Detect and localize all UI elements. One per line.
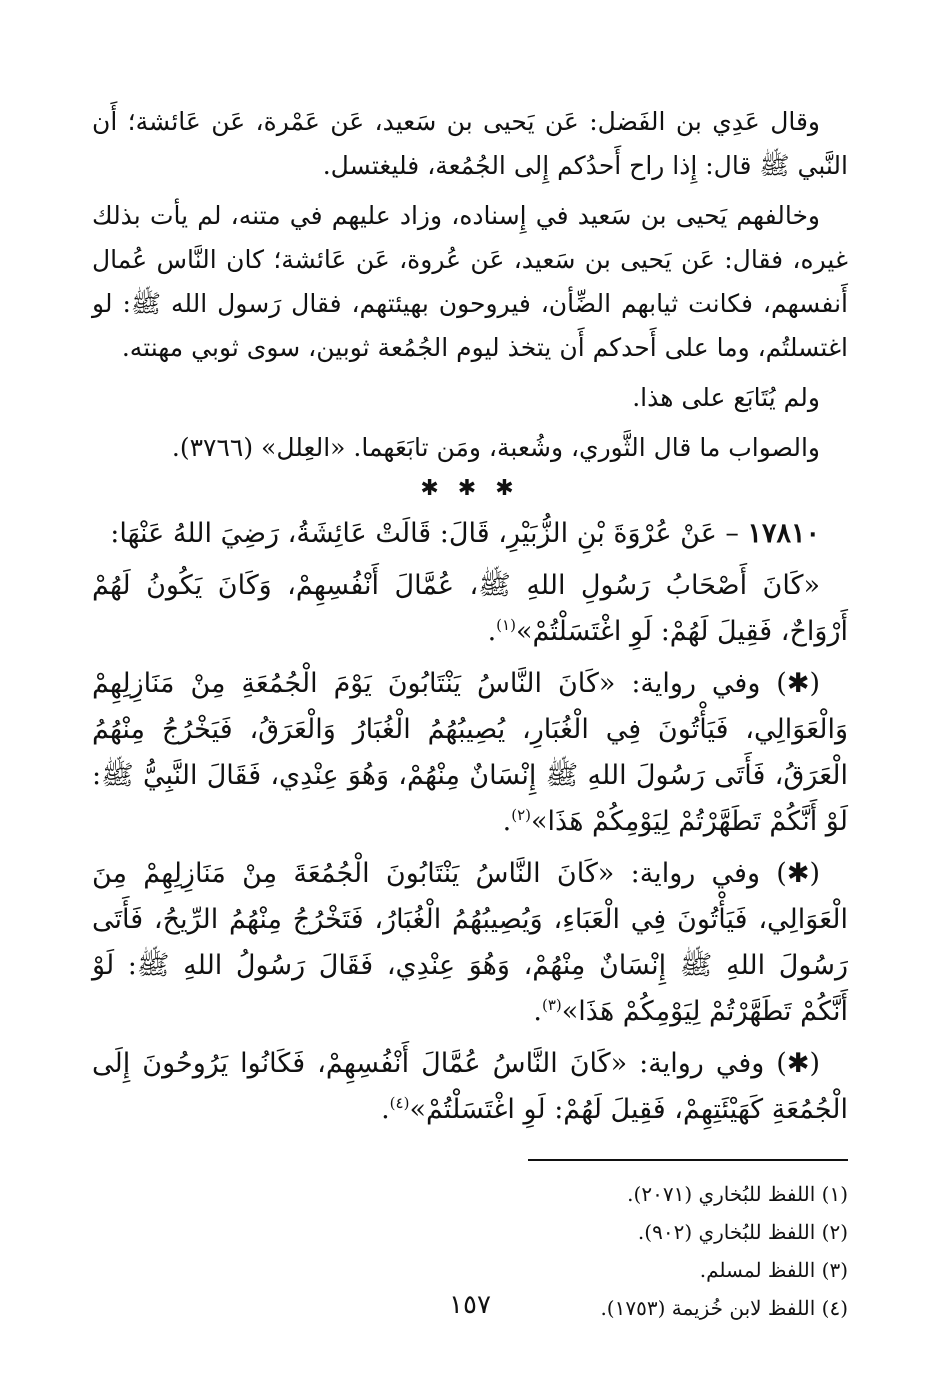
hadith-text-end: . — [487, 616, 497, 647]
riwaya-3-prefix: (✱) وفي رواية: — [639, 1048, 820, 1079]
section-separator: ✱ ✱ ✱ — [420, 476, 520, 501]
riwaya-1-prefix: (✱) وفي رواية: — [631, 668, 820, 699]
riwaya-1-text: «كَانَ النَّاسُ يَنْتَابُونَ يَوْمَ الْجُمُعَةِ مِنْ مَنَازِلِهِمْ وَالْعَوَالِي، فَيَأْتُونَ فِي الْغُبَارِ، يُصِيبُهُمُ الْغُبَارُ وَالْعَرَقُ، فَيَخْرُجُ مِنْهُمُ الْعَرَقُ، فَأَتَى رَسُولَ اللهِ ﷺ إِنْسَانٌ مِنْهُمْ، وَهُوَ عِنْدِي، فَقَالَ النَّبِيُّ ﷺ: لَوْ أَنَّكُمْ تَطَهَّرْتُمْ لِيَوْمِكُمْ هَذَا» — [92, 668, 848, 837]
riwaya-3-text: «كَانَ النَّاسُ عُمَّالَ أَنْفُسِهِمْ، فَكَانُوا يَرُوحُونَ إِلَى الْجُمُعَةِ كَهَيْئَتِهِمْ، فَقِيلَ لَهُمْ: لَوِ اغْتَسَلْتُمْ» — [92, 1048, 848, 1125]
footnote-1: (١) اللفظ للبُخاري (٢٠٧١). — [627, 1182, 848, 1206]
hadith-main-text: «كَانَ أَصْحَابُ رَسُولِ اللهِ ﷺ، عُمَّالَ أَنْفُسِهِمْ، وَكَانَ يَكُونُ لَهُمْ أَرْوَاحٌ، فَقِيلَ لَهُمْ: لَوِ اغْتَسَلْتُمْ» — [92, 570, 848, 647]
riwaya-2-text: «كَانَ النَّاسُ يَنْتَابُونَ الْجُمُعَةَ مِنْ مَنَازِلِهِمْ مِنَ الْعَوَالِي، فَيَأْتُونَ فِي الْعَبَاءِ، وَيُصِيبُهُمُ الْغُبَارُ، فَتَخْرُجُ مِنْهُمُ الرِّيحُ، فَأَتَى رَسُولَ اللهِ ﷺ إِنْسَانٌ مِنْهُمْ، وَهُوَ عِنْدِي، فَقَالَ رَسُولُ اللهِ ﷺ: لَوْ أَنَّكُمْ تَطَهَّرْتُمْ لِيَوْمِكُمْ هَذَا» — [92, 858, 848, 1027]
riwaya-2 — [92, 851, 848, 1035]
riwaya-2-prefix: (✱) وفي رواية: — [630, 858, 820, 889]
footnote-ref-4[interactable]: (٤) — [389, 1094, 410, 1112]
footnote-4: (٤) اللفظ لابن خُزيمة (١٧٥٣). — [600, 1296, 848, 1320]
riwaya-1 — [92, 661, 848, 845]
footnote-ref-3[interactable]: (٣) — [541, 996, 562, 1014]
hadith-intro-text: – عَنْ عُرْوَةَ بْنِ الزُّبَيْرِ، قَالَ: قَالَتْ عَائِشَةُ، رَضِيَ اللهُ عَنْهَا: — [110, 518, 739, 549]
footnote-3: (٣) اللفظ لمسلم. — [699, 1258, 848, 1282]
riwaya-3 — [92, 1041, 848, 1133]
hadith-number: ١٧٨١٠ — [747, 518, 820, 549]
footnote-2: (٢) اللفظ للبُخاري (٩٠٢). — [637, 1220, 848, 1244]
footnote-ref-2[interactable]: (٢) — [511, 806, 531, 824]
commentary-paragraph-2: وخالفهم يَحيى بن سَعيد في إِسناده، وزاد عليهم في متنه، لم يأت بذلك غيره، فقال: عَن يَحيى بن سَعيد، عَن عُروة، عَن عَائشة؛ كان النَّاس عُمال أَنفسهم، فكانت ثيابهم الضِّأن، فيروحون بهيئتهم، فقال رَسول الله ﷺ: لو اغتسلتُم، وما على أَحدكم أَن يتخذ ليوم الجُمُعة ثوبين، سوى ثوبي مهنته. — [92, 201, 848, 362]
riwaya-1-end: . — [502, 806, 512, 837]
hadith-intro — [92, 511, 848, 557]
commentary-paragraph-4: والصواب ما قال الثَّوري، وشُعبة، ومَن تابَعَهما. «العِلل» (٣٧٦٦). — [171, 433, 820, 462]
commentary-paragraph-3: ولم يُتَابَع على هذا. — [632, 383, 820, 412]
riwaya-3-end: . — [381, 1094, 390, 1125]
hadith-text — [92, 563, 848, 655]
commentary-section — [92, 100, 848, 470]
footnote-ref-1[interactable]: (١) — [496, 616, 516, 634]
commentary-paragraph-1: وقال عَدِي بن الفَضل: عَن يَحيى بن سَعيد، عَن عَمْرة، عَن عَائشة؛ أَن النَّبي ﷺ قال: إِذا راح أَحدُكم إِلى الجُمُعة، فليغتسل. — [92, 107, 848, 180]
riwaya-2-end: . — [533, 996, 542, 1027]
hadith-section — [92, 511, 848, 1133]
footnote-divider — [528, 1159, 848, 1161]
page-number: ١٥٧ — [449, 1290, 491, 1320]
